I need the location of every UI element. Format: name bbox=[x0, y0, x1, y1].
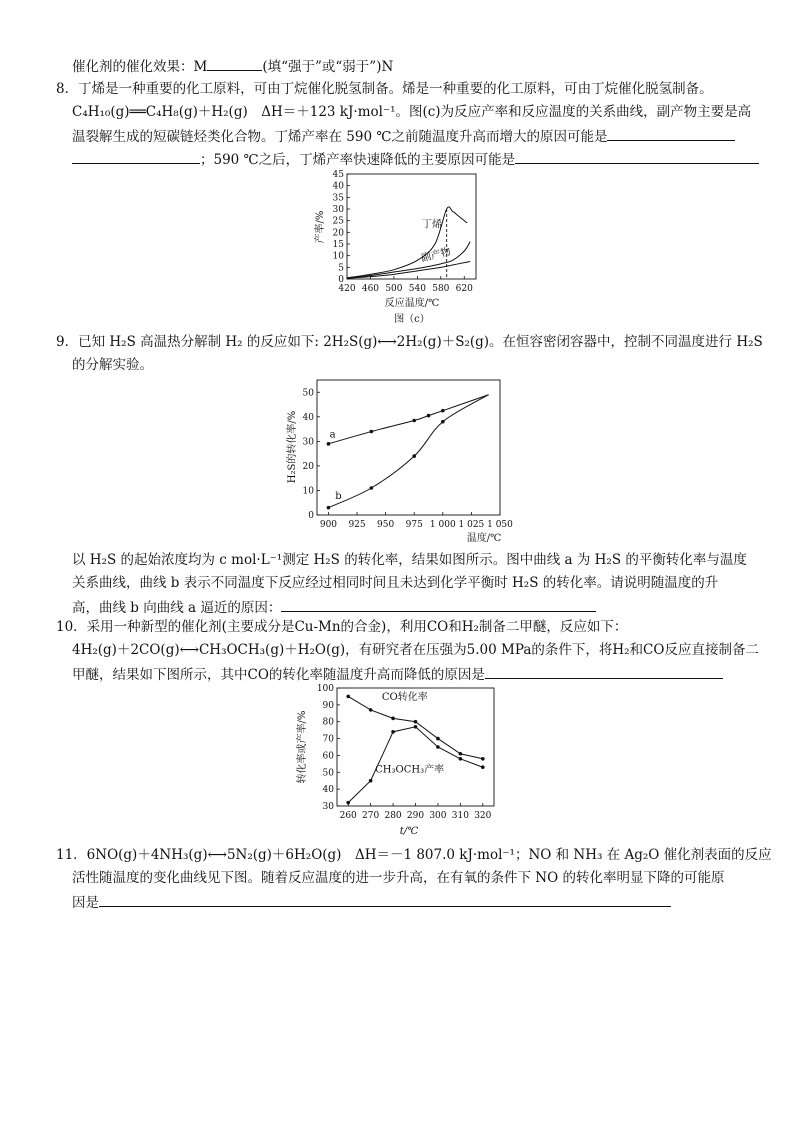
chart-h2s-point-a bbox=[427, 414, 431, 418]
chart-h2s-point-b bbox=[412, 454, 416, 458]
chart-co-y-tick-label: 30 bbox=[322, 802, 334, 812]
q8-line-3 bbox=[72, 126, 735, 146]
chart-co-point-0 bbox=[436, 737, 440, 741]
chart-c-series-line-0 bbox=[347, 207, 467, 278]
chart-c-y-tick-label: 5 bbox=[338, 263, 344, 274]
chart-co-point-0 bbox=[459, 752, 463, 756]
chart-co-x-tick-label: 270 bbox=[362, 811, 380, 821]
chart-c-series-line-2 bbox=[347, 262, 470, 279]
chart-co-y-tick-label: 50 bbox=[322, 768, 334, 779]
chart-h2s-x-tick-label: 950 bbox=[377, 520, 395, 530]
q9-line-3: 以 H₂S 的起始浓度均为 c mol·L⁻¹测定 H₂S 的转化率，结果如图所示。图中曲线 a 为 H₂S 的平衡转化率与温度 bbox=[72, 552, 747, 568]
chart-h2s-label-a: a bbox=[329, 429, 336, 441]
q10-line-1: 10．采用一种新型的催化剂(主要成分是Cu-Mn的合金)，利用CO和H₂制备二甲醚，反应如下： bbox=[56, 619, 628, 635]
chart-co-point-0 bbox=[414, 720, 418, 724]
chart-co-y-tick-label: 80 bbox=[322, 717, 334, 728]
chart-co-x-tick-label: 320 bbox=[474, 811, 492, 821]
chart-h2s-point-b bbox=[441, 420, 445, 424]
chart-c-y-tick-label: 20 bbox=[332, 228, 344, 239]
chart-h2s-label-b: b bbox=[335, 491, 342, 503]
chart-co-legend-dme: CH₃OCH₃产率 bbox=[375, 764, 445, 776]
chart-co-series-line-0 bbox=[348, 696, 483, 758]
chart-c-y-tick-label: 40 bbox=[332, 181, 344, 192]
chart-co-y-tick-label: 90 bbox=[322, 700, 334, 711]
chart-h2s-y-tick-label: 0 bbox=[308, 511, 314, 521]
chart-c-x-tick-label: 460 bbox=[361, 284, 380, 294]
chart-c-x-tick-label: 580 bbox=[432, 284, 450, 294]
chart-h2s-y-tick-label: 50 bbox=[302, 388, 314, 399]
q9-line-4: 关系曲线，曲线 b 表示不同温度下反应经过相同时间且未达到化学平衡时 H₂S 的转化率。请说明随温度的升 bbox=[72, 575, 719, 591]
chart-c-y-tick-label: 25 bbox=[332, 216, 344, 227]
q11-answer-blank[interactable] bbox=[99, 892, 671, 907]
q7-answer-blank[interactable] bbox=[207, 56, 262, 71]
chart-c-y-tick-label: 45 bbox=[332, 170, 344, 180]
chart-co-y-tick-label: 40 bbox=[322, 785, 334, 796]
chart-h2s-x-tick-label: 1 025 bbox=[458, 520, 485, 530]
chart-co-point-0 bbox=[369, 708, 373, 712]
q9-line-5-text: 高，曲线 b 向曲线 a 逼近的原因： bbox=[72, 600, 282, 616]
chart-c-y-tick-label: 10 bbox=[332, 251, 344, 262]
chart-c-annotation-byproduct: 副产物 bbox=[420, 246, 452, 265]
chart-h2s-x-tick-label: 1 050 bbox=[487, 520, 513, 530]
chart-co-point-0 bbox=[346, 695, 350, 699]
q8-answer-blank-2[interactable] bbox=[515, 149, 759, 164]
chart-c-series-line-1 bbox=[347, 242, 470, 278]
q8-line-4-text: ；590 ℃之后，丁烯产率快速降低的主要原因可能是 bbox=[200, 152, 516, 168]
q10-line-2: 4H₂(g)＋2CO(g)⟷CH₃OCH₃(g)＋H₂O(g)，有研究者在压强为5.00 MPa的条件下，将H₂和CO反应直接制备二 bbox=[72, 642, 759, 658]
q8-line-3-text: 温裂解生成的短碳链烃类化合物。丁烯产率在 590 ℃之前随温度升高而增大的原因可能是 bbox=[72, 129, 608, 145]
q9-answer-blank[interactable] bbox=[281, 597, 596, 612]
chart-co-point-1 bbox=[459, 757, 463, 761]
q10-line-3 bbox=[72, 664, 723, 684]
chart-co-point-1 bbox=[481, 765, 485, 769]
q8-answer-blank-1[interactable] bbox=[607, 126, 735, 141]
chart-co-ylabel: 转化率或产率/% bbox=[297, 710, 308, 784]
q11-line-3-text: 因是 bbox=[72, 895, 99, 911]
chart-c-annotation-butene: 丁烯 bbox=[422, 219, 443, 231]
chart-co-frame bbox=[337, 688, 494, 806]
chart-co-y-tick-label: 100 bbox=[316, 684, 334, 694]
chart-h2s-point-a bbox=[412, 419, 416, 423]
q8-line-1: 8．丁烯是一种重要的化工原料，可由丁烷催化脱氢制备。烯是一种重要的化工原料，可由丁烷催化脱氢制备。 bbox=[56, 81, 713, 97]
chart-c-y-tick-label: 0 bbox=[338, 275, 344, 285]
chart-h2s-y-tick-label: 30 bbox=[302, 437, 314, 448]
q8-line-2: C₄H₁₀(g)══C₄H₈(g)＋H₂(g) ΔH＝＋123 kJ·mol⁻¹。图(c)为反应产率和反应温度的关系曲线，副产物主要是高 bbox=[72, 104, 752, 120]
q7-tail-prefix: 催化剂的催化效果：M bbox=[72, 59, 208, 75]
chart-c-x-tick-label: 500 bbox=[385, 284, 403, 294]
chart-c-y-tick-label: 35 bbox=[332, 193, 344, 204]
chart-h2s-point-a bbox=[327, 442, 331, 446]
chart-h2s-series-a bbox=[328, 395, 488, 444]
chart-h2s-x-tick-label: 900 bbox=[319, 520, 338, 530]
chart-co-point-1 bbox=[346, 801, 350, 805]
chart-co-x-tick-label: 260 bbox=[339, 811, 357, 821]
chart-co-x-tick-label: 290 bbox=[406, 811, 425, 821]
chart-h2s-x-tick-label: 975 bbox=[405, 520, 423, 530]
q9-line-1: 9．已知 H₂S 高温热分解制 H₂ 的反应如下: 2H₂S(g)⟷2H₂(g)＋S₂(g)。在恒容密闭容器中，控制不同温度进行 H₂S bbox=[56, 334, 763, 350]
chart-co-point-1 bbox=[414, 725, 418, 729]
chart-h2s-point-b bbox=[327, 506, 331, 510]
chart-co-xlabel: t/℃ bbox=[399, 826, 419, 837]
chart-co-legend-co: CO转化率 bbox=[381, 691, 428, 703]
q9-line-2: 的分解实验。 bbox=[72, 357, 153, 373]
chart-h2s-point-a bbox=[441, 409, 445, 413]
chart-h2s-ylabel: H₂S的转化率/% bbox=[287, 410, 298, 484]
chart-co-x-tick-label: 310 bbox=[451, 811, 469, 821]
chart-c-y-tick-label: 30 bbox=[332, 205, 344, 215]
chart-c-ylabel: 产率/% bbox=[315, 210, 326, 244]
q8-answer-blank-1b[interactable] bbox=[72, 149, 200, 164]
chart-co-point-0 bbox=[391, 717, 395, 721]
chart-h2s-series-b bbox=[328, 395, 488, 508]
chart-h2s-frame bbox=[317, 380, 500, 515]
chart-c-frame bbox=[347, 174, 476, 279]
chart-c-xlabel: 反应温度/℃ bbox=[384, 298, 440, 309]
chart-co-series-line-1 bbox=[348, 727, 483, 803]
chart-co-x-tick-label: 300 bbox=[429, 811, 447, 821]
chart-h2s-y-tick-label: 10 bbox=[302, 486, 314, 497]
chart-h2s-point-b bbox=[370, 486, 374, 490]
chart-co-x-tick-label: 280 bbox=[384, 811, 402, 821]
chart-co-point-0 bbox=[481, 757, 485, 761]
q7-tail-line bbox=[72, 56, 393, 76]
chart-co-y-tick-label: 70 bbox=[322, 734, 334, 745]
chart-h2s-y-tick-label: 20 bbox=[302, 461, 314, 472]
chart-co-y-tick-label: 60 bbox=[322, 751, 334, 762]
chart-co-point-1 bbox=[369, 779, 373, 783]
chart-c-x-tick-label: 540 bbox=[408, 284, 426, 294]
q10-answer-blank[interactable] bbox=[485, 664, 723, 679]
q7-tail-suffix: (填“强于”或“弱于”)N bbox=[262, 59, 394, 75]
chart-c-x-tick-label: 420 bbox=[338, 284, 356, 294]
q11-line-2: 活性随温度的变化曲线见下图。随着反应温度的进一步升高，在有氧的条件下 NO 的转化率明显下降的可能原 bbox=[72, 870, 725, 886]
chart-c-y-tick-label: 15 bbox=[332, 240, 344, 250]
q10-line-3-text: 甲醚，结果如下图所示，其中CO的转化率随温度升高而降低的原因是 bbox=[72, 667, 485, 683]
chart-co-point-1 bbox=[436, 745, 440, 749]
chart-c-title: 图（c） bbox=[394, 314, 430, 325]
q11-line-1: 11．6NO(g)＋4NH₃(g)⟷5N₂(g)＋6H₂O(g) ΔH＝－1 807.0 kJ·mol⁻¹；NO 和 NH₃ 在 Ag₂O 催化剂表面的反应 bbox=[56, 847, 772, 863]
q11-line-3 bbox=[72, 892, 671, 912]
q9-line-5 bbox=[72, 597, 596, 617]
chart-h2s-x-tick-label: 925 bbox=[348, 520, 366, 530]
chart-h2s-point-a bbox=[370, 430, 374, 434]
chart-h2s-x-tick-label: 1 000 bbox=[429, 520, 456, 530]
chart-c-x-tick-label: 620 bbox=[455, 284, 473, 294]
q8-line-4 bbox=[72, 149, 759, 169]
chart-h2s-y-tick-label: 40 bbox=[302, 412, 314, 423]
chart-h2s-xlabel: 温度/℃ bbox=[466, 533, 502, 544]
chart-co-point-1 bbox=[391, 730, 395, 734]
